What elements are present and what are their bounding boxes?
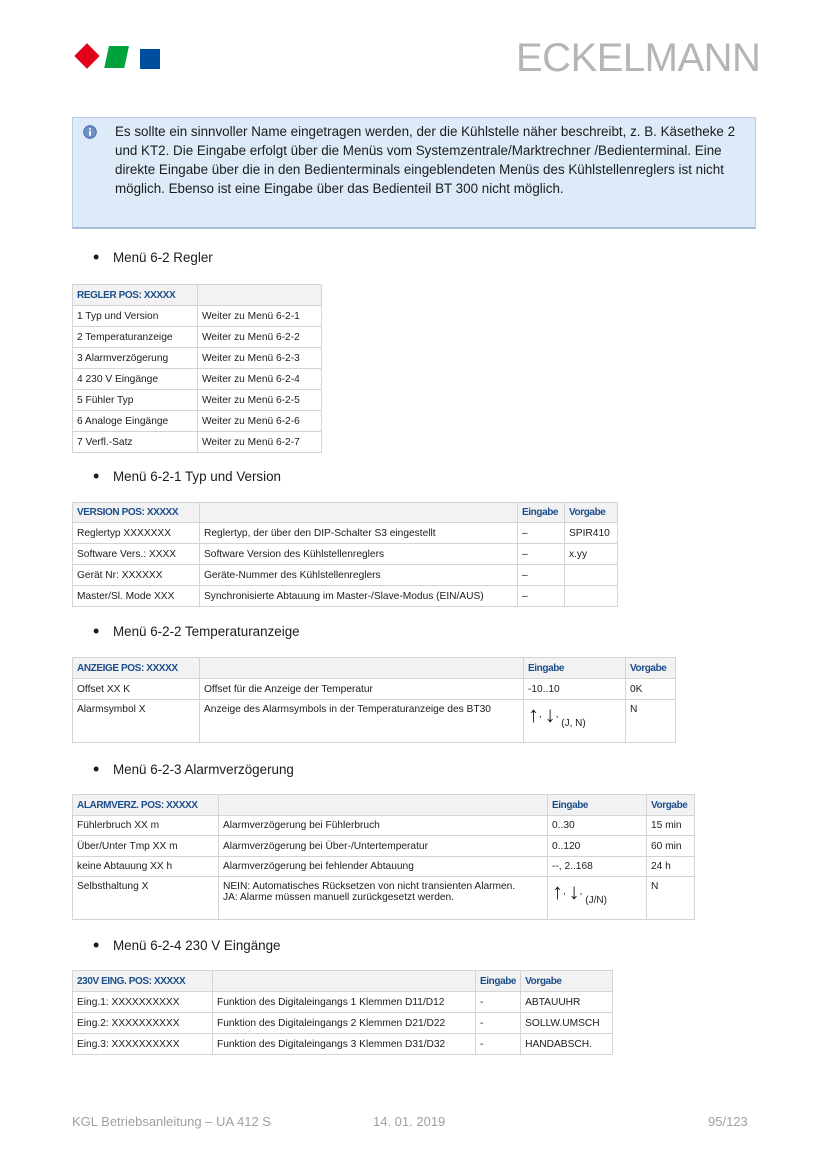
up-arrow-icon: ↑, [552, 879, 566, 904]
footer-date: 14. 01. 2019 [373, 1114, 446, 1129]
table-header-cell [198, 285, 322, 306]
table-row: 2 Temperaturanzeige Weiter zu Menü 6-2-2 [73, 327, 322, 348]
table-row: Offset XX K Offset für die Anzeige der Temperatur -10..10 0K [73, 679, 676, 700]
bullet-icon: • [93, 759, 100, 779]
eckelmann-logo [72, 41, 164, 73]
table-row: Eing.2: XXXXXXXXXX Funktion des Digitaleingangs 2 Klemmen D21/D22 - SOLLW.UMSCH [73, 1013, 613, 1034]
table-row: Software Vers.: XXXX Software Version des Kühlstellenreglers – x.yy [73, 544, 618, 565]
table-row: 6 Analoge Eingänge Weiter zu Menü 6-2-6 [73, 411, 322, 432]
table-row: Alarmsymbol X Anzeige des Alarmsymbols in der Temperaturanzeige des BT30 ↑, ↓, (J, N) N [73, 700, 676, 743]
table-row: Gerät Nr: XXXXXX Geräte-Nummer des Kühlstellenreglers – [73, 565, 618, 586]
bullet-icon: • [93, 247, 100, 267]
brand-name: ECKELMANN [516, 36, 761, 80]
table-eingaenge: 230V EING. POS: XXXXX Eingabe Vorgabe Eing.1: XXXXXXXXXX Funktion des Digitaleingangs 1 Klemmen D11/D12 - ABTAUUHR Eing.2: XXXXXXXXXX Funktion des Digitaleingangs 2 Klemmen D21/D22 - SOLLW.UMSCH Eing.3: XXXXXXXXXX Funktion des Digitaleingangs 3 Klemmen D31/D32 - HANDABSCH. [72, 970, 613, 1055]
table-alarmverz: ALARMVERZ. POS: XXXXX Eingabe Vorgabe Fühlerbruch XX m Alarmverzögerung bei Fühlerbruch 0..30 15 min Über/Unter Tmp XX m Alarmverzögerung bei Über-/Untertemperatur 0..120 60 min keine Abtauung XX h Alarmverzögerung bei fehlender Abtauung --, 2..168 24 h Selbsthaltung X NEIN: Automatisches Rücksetzen von nicht transienten Alarmen. JA: Alarme müssen manuell zurückgesetzt werden. ↑, ↓, (J/N) N [72, 794, 695, 920]
info-box [72, 117, 756, 229]
info-icon [83, 125, 97, 139]
info-text: Es sollte ein sinnvoller Name eingetragen werden, der die Kühlstelle näher beschreibt, z. B. Käsetheke 2 und KT2. Die Eingabe erfolgt über die Menüs vom Systemzentrale/Marktrechner /Bedienterminal. Eine direkte Eingabe über die in den Bedienterminals eingeblendeten Menüs des Kühlstellenreglers ist nicht möglich. Ebenso ist eine Eingabe über das Bedienteil BT 300 nicht möglich. [115, 124, 736, 196]
table-row: Reglertyp XXXXXXX Reglertyp, der über den DIP-Schalter S3 eingestellt – SPIR410 [73, 523, 618, 544]
table-row: 1 Typ und Version Weiter zu Menü 6-2-1 [73, 306, 322, 327]
footer-page-number: 95/123 [708, 1114, 748, 1129]
table-row: 7 Verfl.-Satz Weiter zu Menü 6-2-7 [73, 432, 322, 453]
footer-title: KGL Betriebsanleitung – UA 412 S [72, 1114, 271, 1129]
table-row: 5 Fühler Typ Weiter zu Menü 6-2-5 [73, 390, 322, 411]
down-arrow-icon: ↓, [568, 879, 583, 904]
up-arrow-icon: ↑, [528, 702, 542, 727]
table-header-cell: REGLER POS: XXXXX [73, 285, 198, 306]
table-row: Über/Unter Tmp XX m Alarmverzögerung bei Über-/Untertemperatur 0..120 60 min [73, 836, 695, 857]
table-anzeige: ANZEIGE POS: XXXXX Eingabe Vorgabe Offset XX K Offset für die Anzeige der Temperatur -10..10 0K Alarmsymbol X Anzeige des Alarmsymbols in der Temperaturanzeige des BT30 ↑, ↓, (J, N) N [72, 657, 676, 743]
bullet-icon: • [93, 621, 100, 641]
table-row: Fühlerbruch XX m Alarmverzögerung bei Fühlerbruch 0..30 15 min [73, 816, 695, 836]
bullet-icon: • [93, 935, 100, 955]
table-row: Eing.1: XXXXXXXXXX Funktion des Digitaleingangs 1 Klemmen D11/D12 - ABTAUUHR [73, 992, 613, 1013]
table-row: 4 230 V Eingänge Weiter zu Menü 6-2-4 [73, 369, 322, 390]
table-regler [72, 284, 322, 453]
table-row: Selbsthaltung X NEIN: Automatisches Rücksetzen von nicht transienten Alarmen. JA: Alarme müssen manuell zurückgesetzt werden. ↑, ↓, (J/N) N [73, 877, 695, 920]
table-version: VERSION POS: XXXXX Eingabe Vorgabe Reglertyp XXXXXXX Reglertyp, der über den DIP-Schalter S3 eingestellt – SPIR410 Software Vers.: XXXX Software Version des Kühlstellenreglers – x.yy Gerät Nr: XXXXXX Geräte-Nummer des Kühlstellenreglers – Master/Sl. Mode XXX Synchronisierte Abtauung im Master-/Slave-Modus (EIN/AUS) – [72, 502, 618, 607]
down-arrow-icon: ↓, [544, 702, 559, 727]
table-row: 3 Alarmverzögerung Weiter zu Menü 6-2-3 [73, 348, 322, 369]
bullet-icon: • [93, 466, 100, 486]
table-row: Eing.3: XXXXXXXXXX Funktion des Digitaleingangs 3 Klemmen D31/D32 - HANDABSCH. [73, 1034, 613, 1055]
table-row: Master/Sl. Mode XXX Synchronisierte Abtauung im Master-/Slave-Modus (EIN/AUS) – [73, 586, 618, 607]
table-row: keine Abtauung XX h Alarmverzögerung bei fehlender Abtauung --, 2..168 24 h [73, 857, 695, 877]
